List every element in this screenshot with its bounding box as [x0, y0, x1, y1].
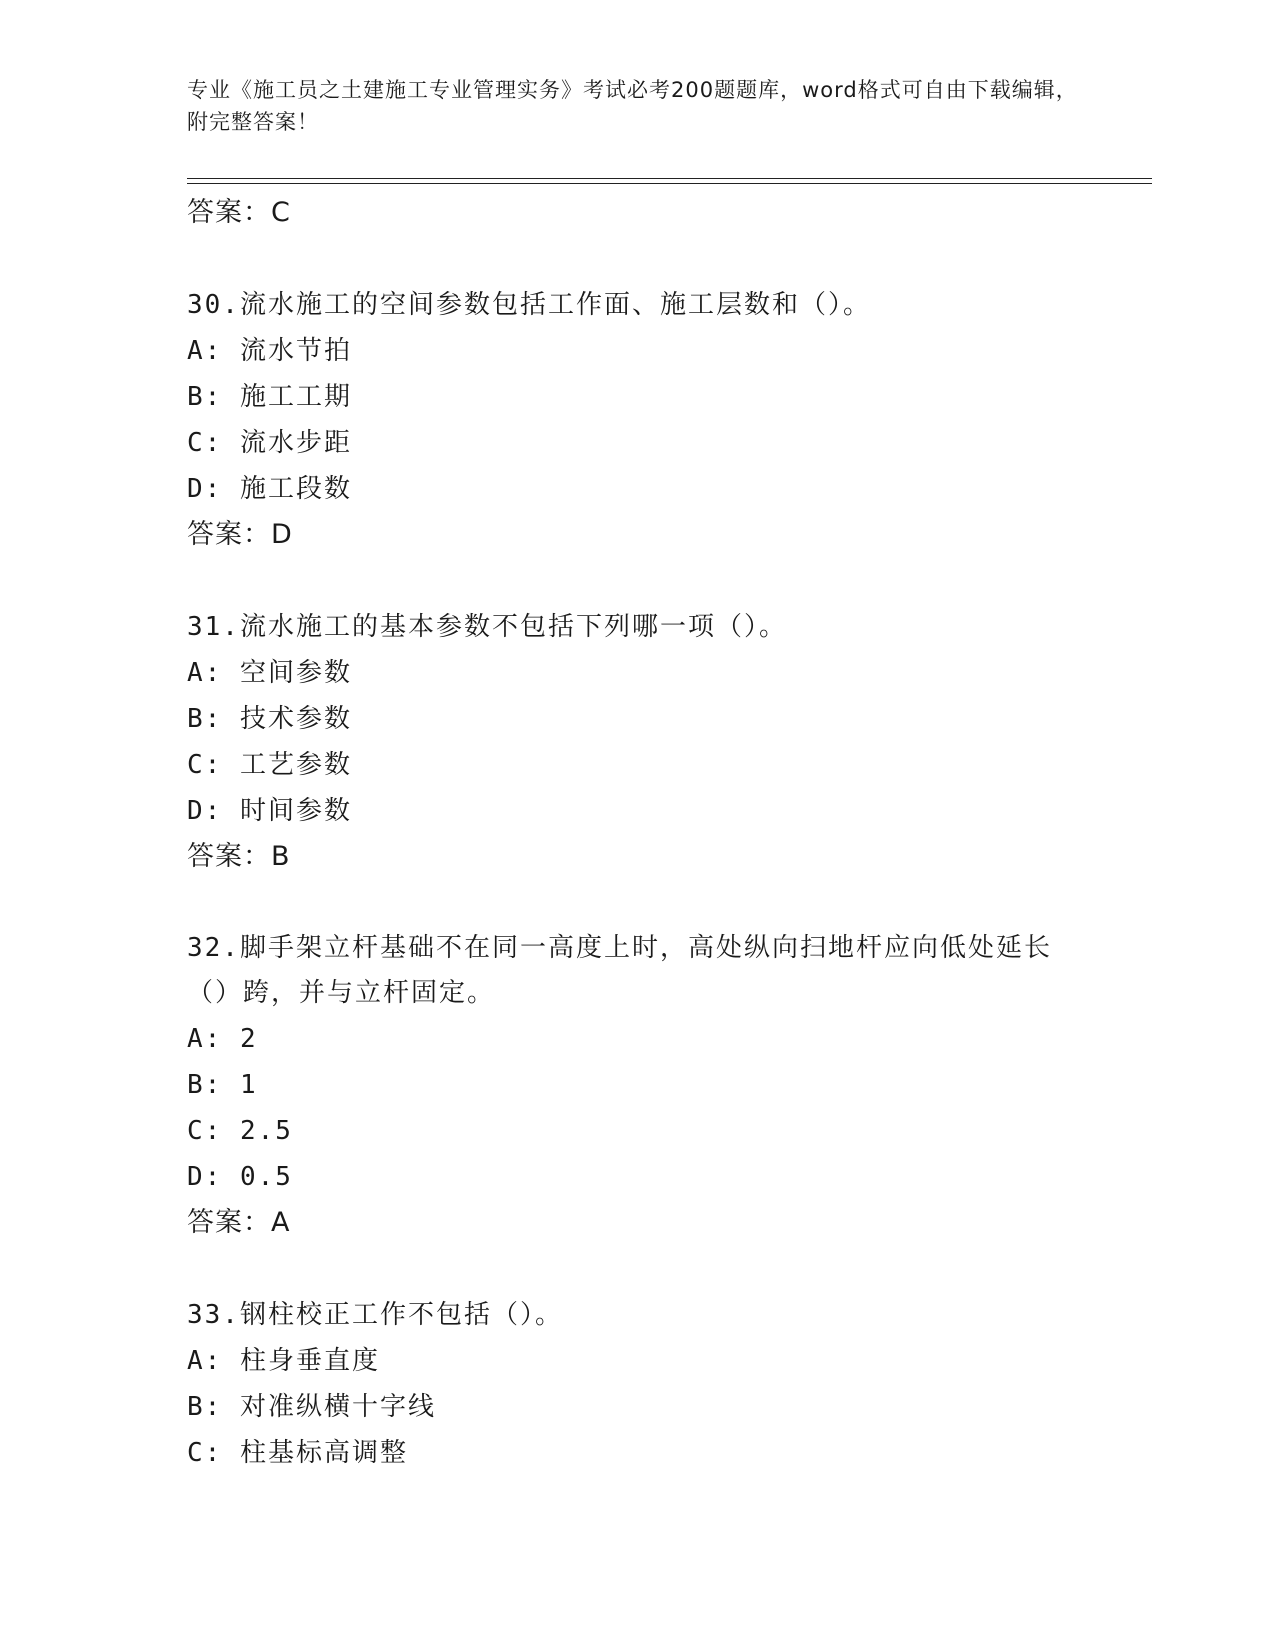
answer-line [187, 1200, 1087, 1246]
option-d: D: 0.5 [187, 1162, 293, 1192]
question-list [187, 190, 1087, 1476]
option-a: A: 2 [187, 1024, 258, 1054]
option-a: A: 流水节拍 [187, 336, 352, 366]
answer-value: D [271, 519, 293, 550]
answer-prefix: 答案： [187, 1207, 271, 1238]
option-d: D: 施工段数 [187, 474, 352, 504]
question-31 [187, 604, 1087, 880]
option-c: C: 流水步距 [187, 428, 352, 458]
option-b: B: 1 [187, 1070, 258, 1100]
question-33 [187, 1292, 1087, 1476]
option-c: C: 工艺参数 [187, 750, 352, 780]
option-b: B: 施工工期 [187, 382, 352, 412]
answer-value: A [271, 1207, 291, 1238]
answer-prefix: 答案： [187, 841, 271, 872]
option-a: A: 空间参数 [187, 658, 352, 688]
option-a: A: 柱身垂直度 [187, 1346, 380, 1376]
answer-prefix: 答案： [187, 197, 271, 228]
question-30 [187, 282, 1087, 558]
question-text: 32.脚手架立杆基础不在同一高度上时，高处纵向扫地杆应向低处延长（）跨，并与立杆固定。 [187, 933, 1052, 1008]
option-b: B: 对准纵横十字线 [187, 1392, 436, 1422]
option-c: C: 柱基标高调整 [187, 1438, 408, 1468]
question-32 [187, 926, 1087, 1246]
answer-prefix: 答案： [187, 519, 271, 550]
option-b: B: 技术参数 [187, 704, 352, 734]
header-rule-bottom [187, 183, 1152, 184]
question-text: 30.流水施工的空间参数包括工作面、施工层数和（）。 [187, 290, 871, 320]
option-c: C: 2.5 [187, 1116, 293, 1146]
question-text: 33.钢柱校正工作不包括（）。 [187, 1300, 563, 1330]
answer-value: B [271, 841, 291, 872]
option-d: D: 时间参数 [187, 796, 352, 826]
header-rule-top [187, 178, 1152, 179]
answer-line [187, 190, 1087, 236]
answer-line [187, 512, 1087, 558]
answer-line [187, 834, 1087, 880]
document-header: 专业《施工员之土建施工专业管理实务》考试必考200题题库，word格式可自由下载编辑，附完整答案！ [187, 78, 1078, 134]
answer-value: C [271, 197, 291, 228]
question-text: 31.流水施工的基本参数不包括下列哪一项（）。 [187, 612, 787, 642]
